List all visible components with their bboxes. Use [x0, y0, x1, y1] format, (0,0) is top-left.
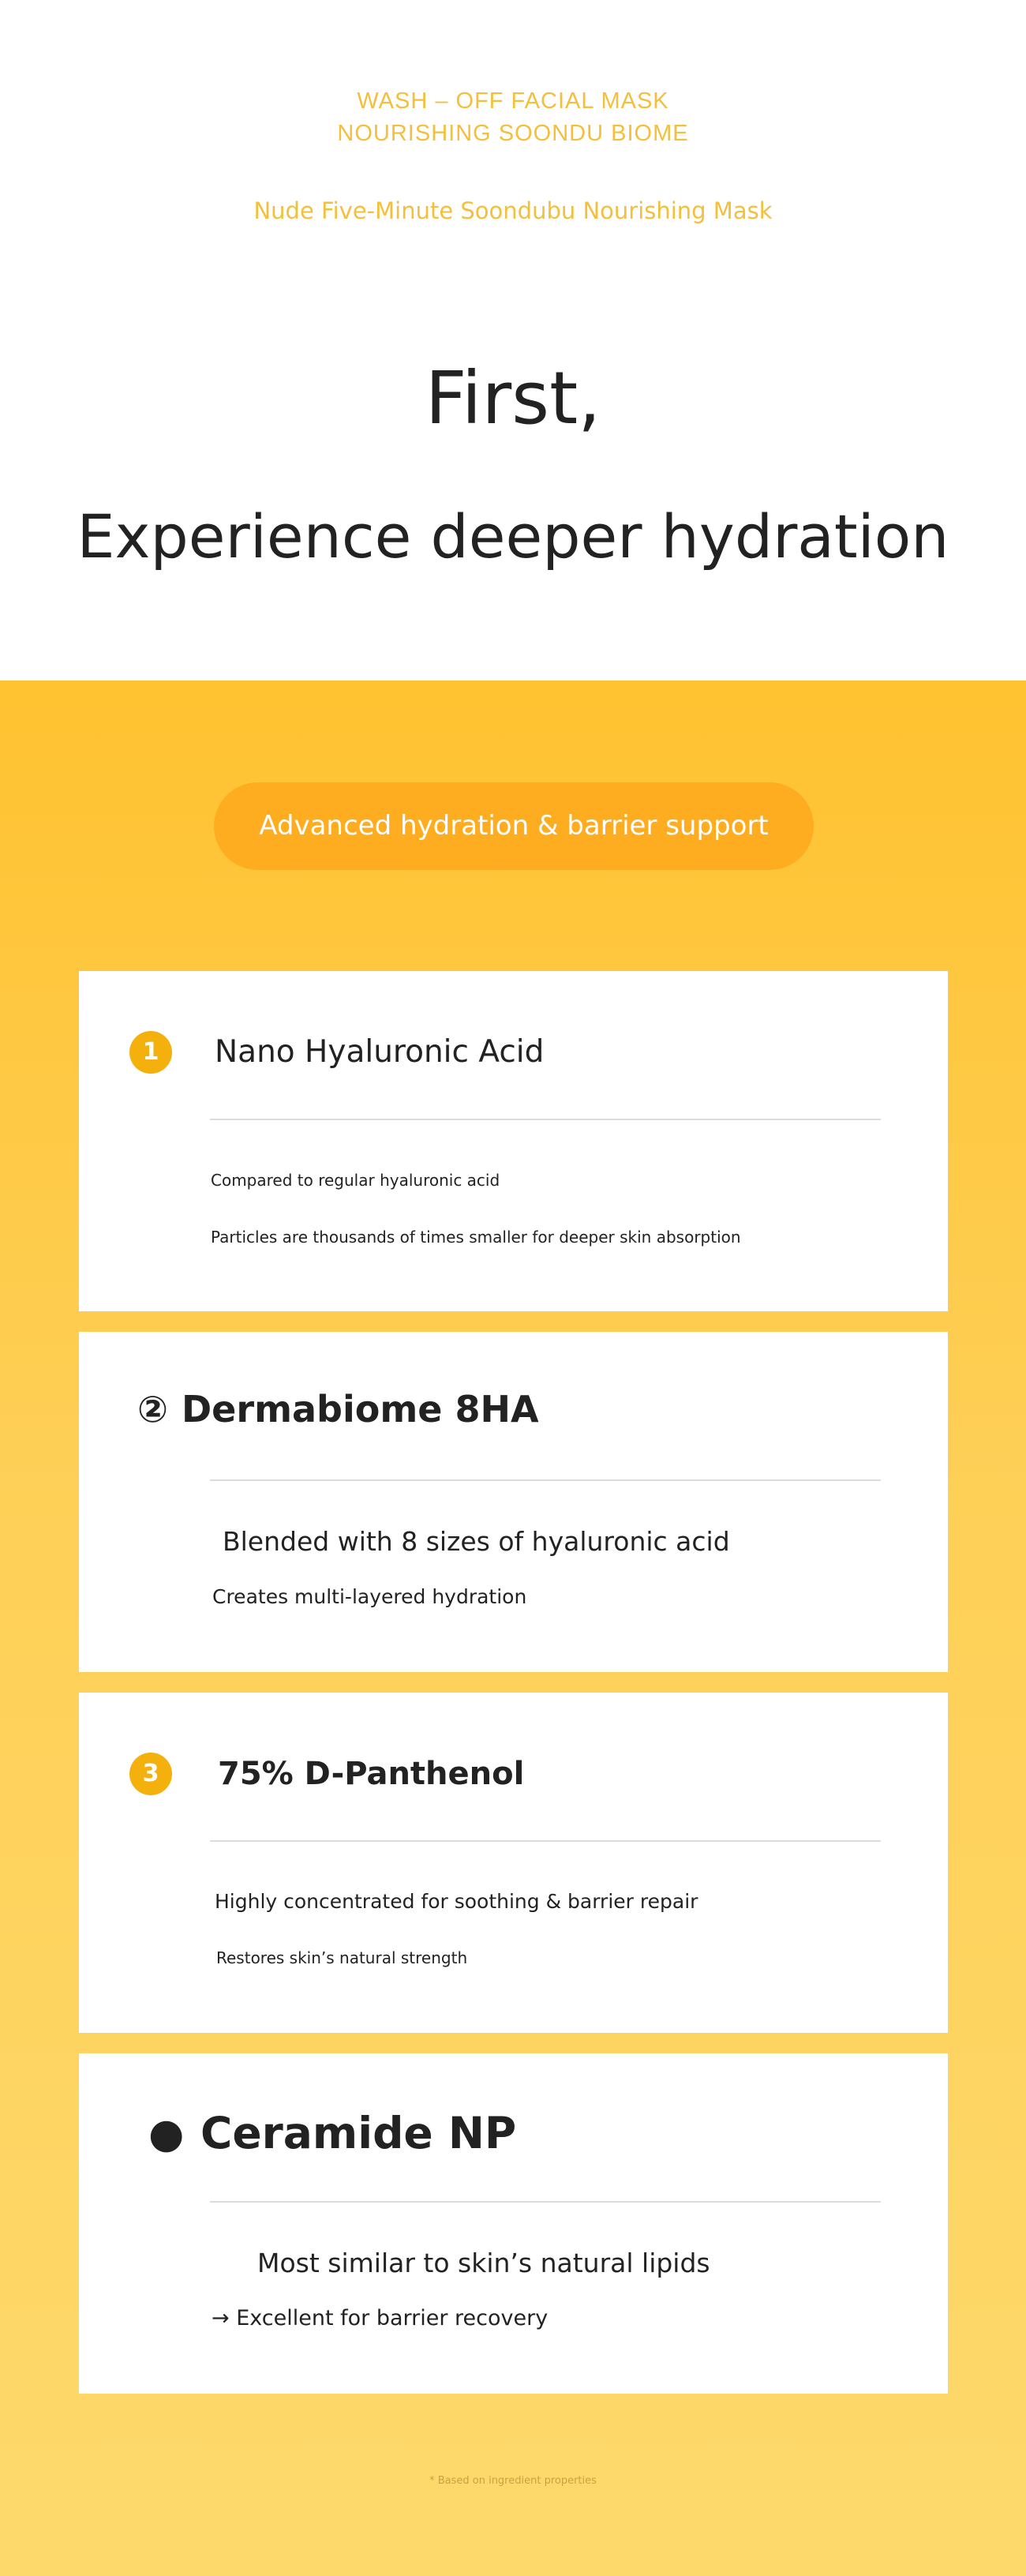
hero-section: [0, 0, 1026, 681]
ingredient-title-4: Ceramide NP: [200, 2108, 517, 2158]
ingredient-line-1a: Compared to regular hyaluronic acid: [211, 1171, 500, 1190]
feature-pill: Advanced hydration & barrier support: [214, 782, 814, 870]
ingredient-line-3b: Restores skin’s natural strength: [216, 1948, 468, 1967]
ingredient-card-3: [79, 1693, 948, 2033]
card-divider: [210, 1840, 881, 1842]
hero-headline: Experience deeper hydration: [77, 501, 949, 572]
ingredient-line-2b: Creates multi-layered hydration: [212, 1585, 527, 1608]
brand-line-2: NOURISHING SOONDU BIOME: [337, 121, 689, 146]
ingredient-card-4: [79, 2053, 948, 2394]
ingredient-title-2: Dermabiome 8HA: [182, 1388, 539, 1430]
ingredient-title-3: 75% D-Panthenol: [218, 1756, 525, 1792]
number-badge-3: 3: [129, 1753, 172, 1795]
ingredient-title-1: Nano Hyaluronic Acid: [215, 1034, 545, 1070]
bullet-marker-4: ●: [148, 2110, 185, 2158]
ingredient-line-3a: Highly concentrated for soothing & barrier repair: [215, 1890, 698, 1913]
ingredient-card-2: [79, 1332, 948, 1672]
product-name: Nude Five-Minute Soondubu Nourishing Mask: [253, 197, 773, 224]
ingredient-line-4b: → Excellent for barrier recovery: [212, 2306, 549, 2330]
footnote: * Based on ingredient properties: [429, 2475, 597, 2487]
number-badge-1: 1: [129, 1031, 172, 1074]
ingredient-line-2a: Blended with 8 sizes of hyaluronic acid: [223, 1526, 730, 1557]
ingredient-card-1: [79, 971, 948, 1311]
card-divider: [210, 1479, 881, 1481]
first-heading: First,: [425, 356, 601, 441]
brand-line-1: WASH – OFF FACIAL MASK: [357, 88, 669, 114]
card-divider: [210, 1119, 881, 1120]
number-marker-2: ②: [137, 1388, 168, 1430]
card-divider: [210, 2201, 881, 2203]
ingredient-line-1b: Particles are thousands of times smaller for deeper skin absorption: [211, 1228, 741, 1247]
ingredient-line-4a: Most similar to skin’s natural lipids: [257, 2248, 710, 2278]
